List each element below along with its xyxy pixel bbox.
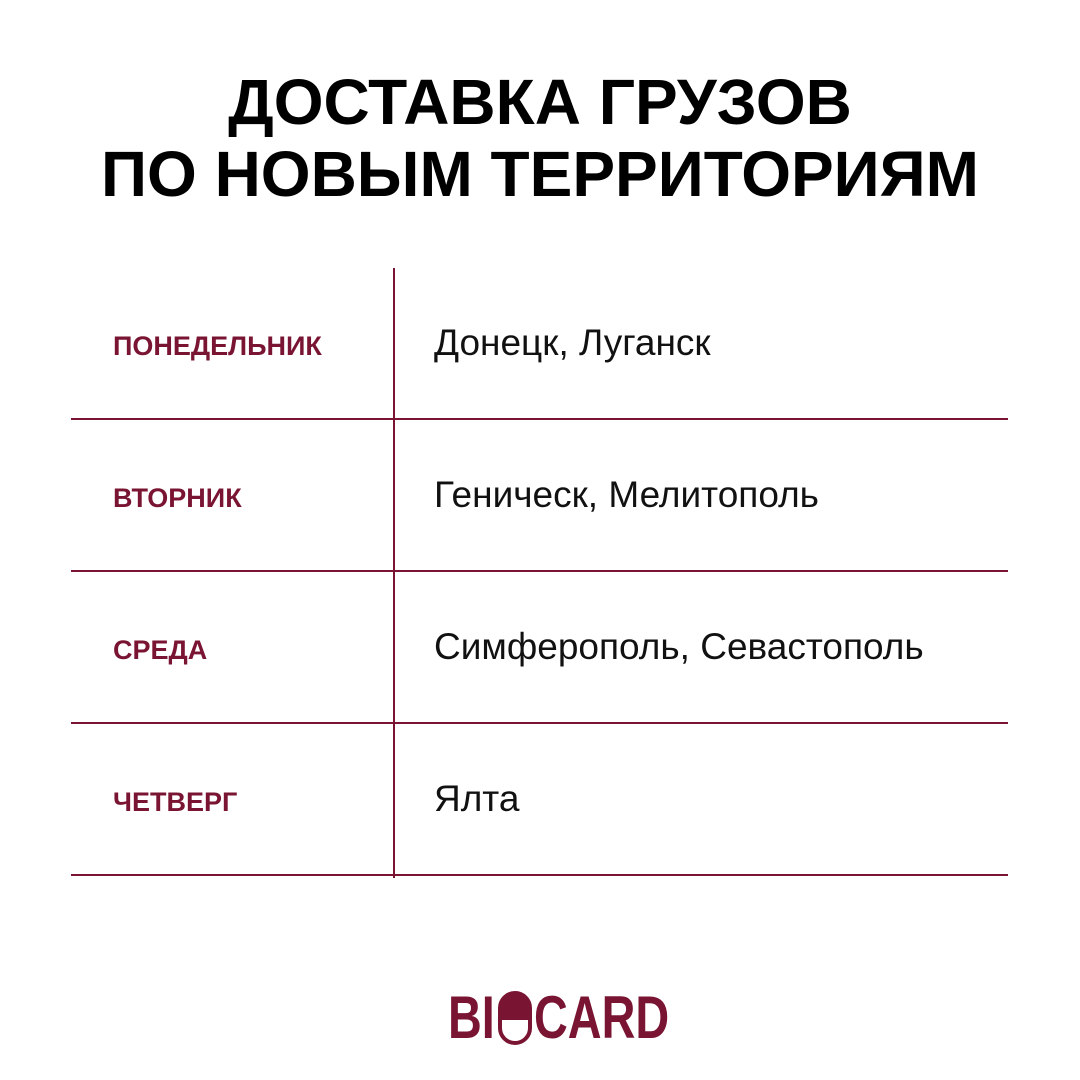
logo-text-right: CARD [534,984,670,1051]
logo-text-left: BI [448,984,495,1051]
cities-value: Ялта [434,778,520,819]
day-label: ПОНЕДЕЛЬНИК [113,331,322,361]
cities-value: Донецк, Луганск [434,322,711,363]
table-row [71,724,1008,876]
day-label: ЧЕТВЕРГ [113,787,238,817]
delivery-schedule-table [71,268,1008,876]
page-title-line-1: ДОСТАВКА ГРУЗОВ [228,66,852,138]
capsule-icon [498,991,532,1045]
biocard-logo [448,984,707,1051]
page-title-line-2: ПО НОВЫМ ТЕРРИТОРИЯМ [101,138,979,210]
table-row [71,268,1008,420]
table-row [71,572,1008,724]
table-row [71,420,1008,572]
day-label: СРЕДА [113,635,208,665]
day-label: ВТОРНИК [113,483,242,513]
cities-value: Симферополь, Севастополь [434,626,924,667]
cities-value: Геническ, Мелитополь [434,474,819,515]
